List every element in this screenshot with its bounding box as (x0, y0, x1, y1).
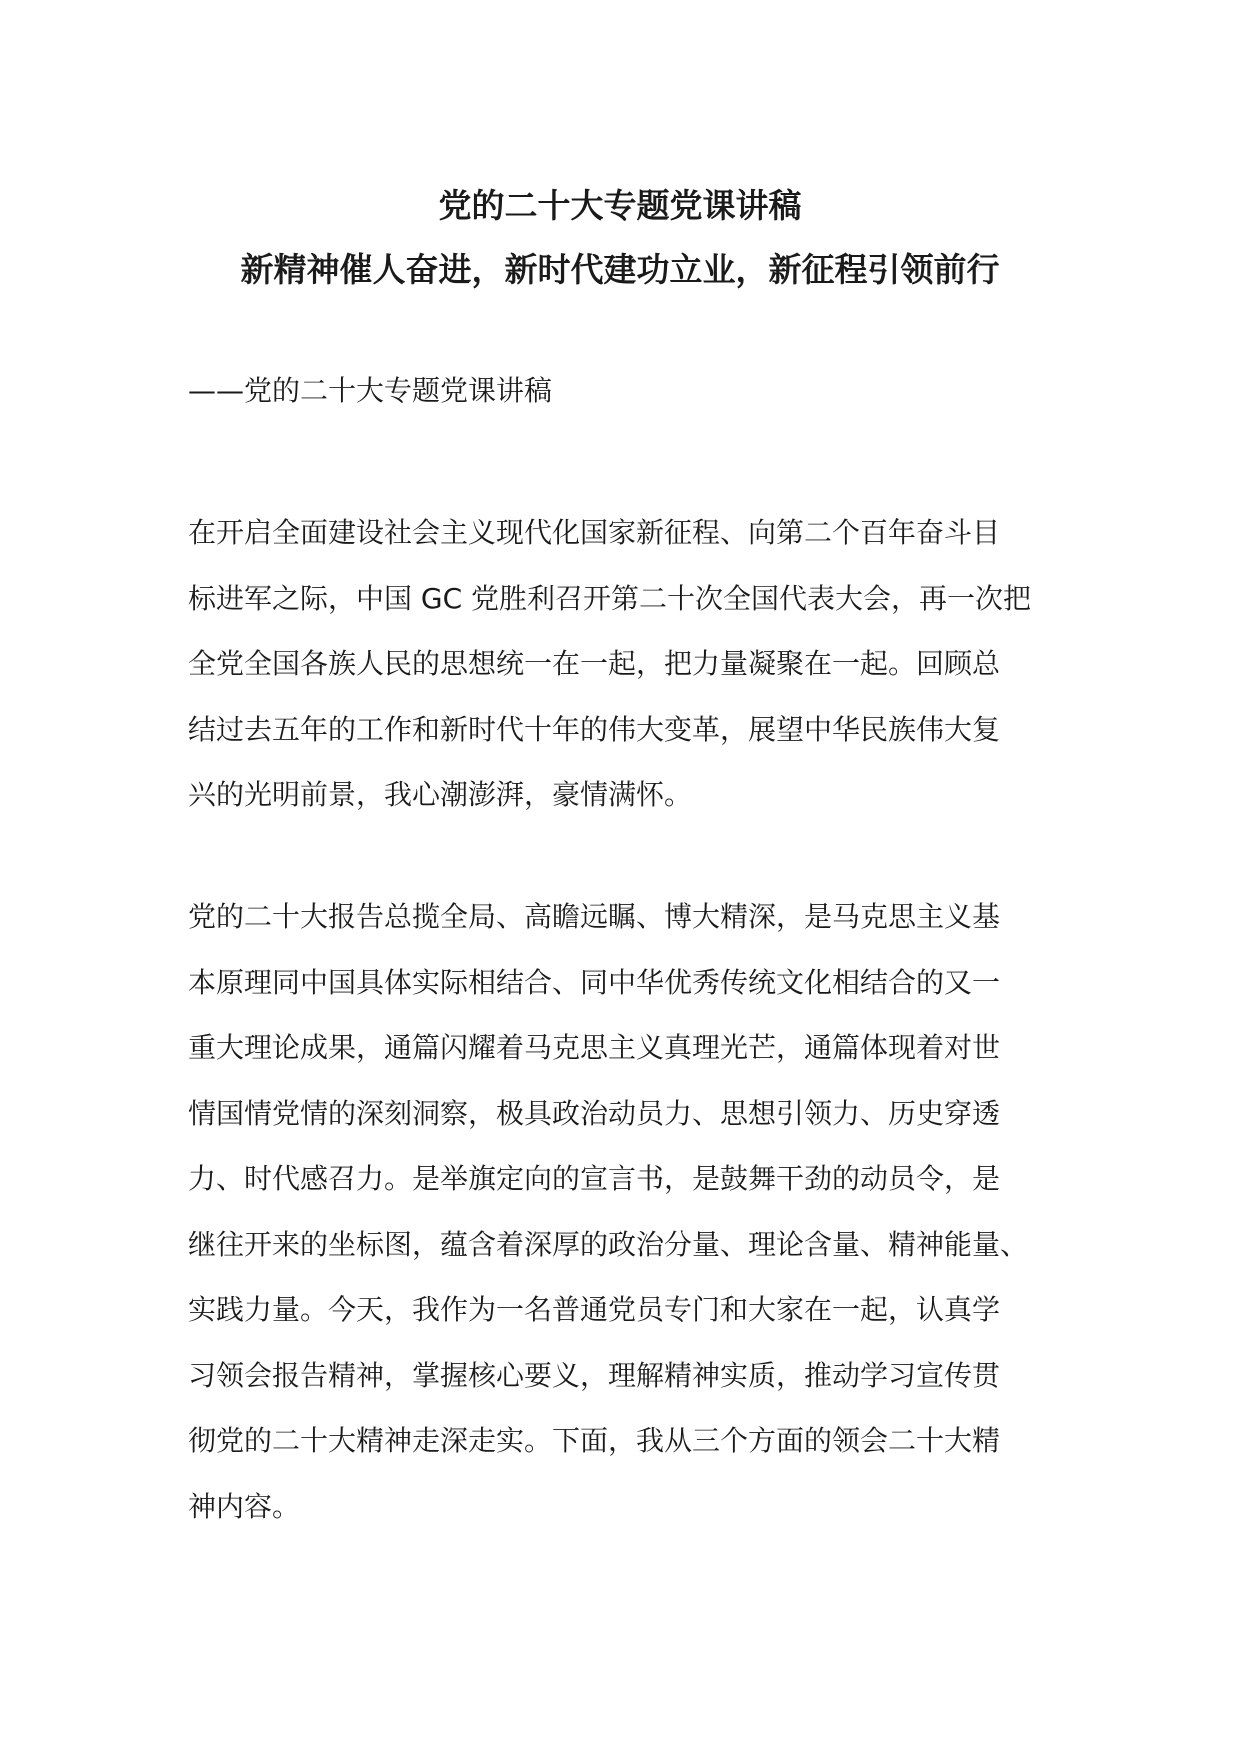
paragraph-1 (188, 500, 1068, 828)
paragraph-line: 情国情党情的深刻洞察，极具政治动员力、思想引领力、历史穿透 (188, 1096, 1001, 1130)
paragraph-line: 彻党的二十大精神走深走实。下面，我从三个方面的领会二十大精 (188, 1424, 1001, 1457)
paragraph-line: 继往开来的坐标图，蕴含着深厚的政治分量、理论含量、精神能量、 (188, 1227, 1029, 1261)
paragraph-line: 全党全国各族人民的思想统一在一起，把力量凝聚在一起。回顾总 (188, 647, 1001, 680)
paragraph-line: 本原理同中国具体实际相结合、同中华优秀传统文化相结合的又一 (188, 965, 1001, 999)
paragraph-line: 神内容。 (188, 1489, 301, 1523)
paragraph-line: 标进军之际，中国 GC 党胜利召开第二十次全国代表大会，再一次把 (188, 581, 1032, 615)
document-subtitle: ——党的二十大专题党课讲稿 (188, 374, 553, 407)
paragraph-line: 重大理论成果，通篇闪耀着马克思主义真理光芒，通篇体现着对世 (188, 1031, 1001, 1064)
paragraph-line: 在开启全面建设社会主义现代化国家新征程、向第二个百年奋斗目 (188, 516, 1001, 549)
paragraph-line: 结过去五年的工作和新时代十年的伟大变革，展望中华民族伟大复 (188, 712, 1001, 746)
paragraph-line: 实践力量。今天，我作为一名普通党员专门和大家在一起，认真学 (188, 1293, 1001, 1326)
paragraph-2 (188, 884, 1068, 1539)
paragraph-line: 习领会报告精神，掌握核心要义，理解精神实质，推动学习宣传贯 (188, 1358, 1001, 1392)
title-line-1: 党的二十大专题党课讲稿 (438, 186, 802, 225)
title-line-2: 新精神催人奋进，新时代建功立业，新征程引领前行 (240, 250, 1000, 289)
paragraph-line: 党的二十大报告总揽全局、高瞻远瞩、博大精深，是马克思主义基 (188, 900, 1001, 933)
paragraph-line: 力、时代感召力。是举旗定向的宣言书，是鼓舞干劲的动员令，是 (188, 1162, 1001, 1195)
document-title (0, 174, 1240, 302)
paragraph-line: 兴的光明前景，我心潮澎湃，豪情满怀。 (188, 778, 693, 811)
